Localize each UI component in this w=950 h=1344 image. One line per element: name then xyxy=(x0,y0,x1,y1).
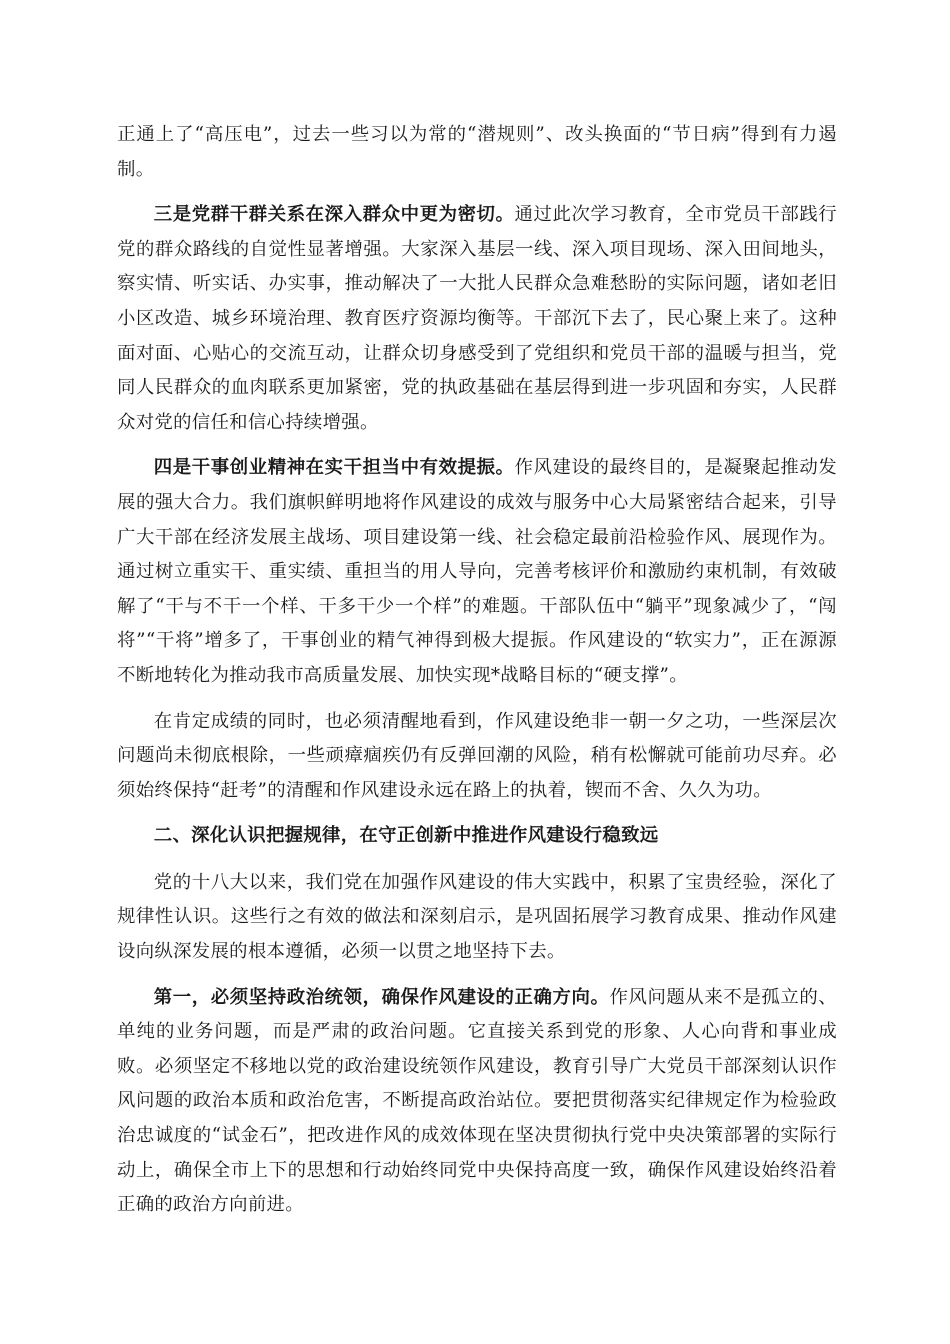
paragraph-continuation xyxy=(117,118,837,187)
paragraph-point-three xyxy=(117,198,837,440)
paragraph-first-point xyxy=(117,981,837,1223)
paragraph-lead: 第一，必须坚持政治统领，确保作风建设的正确方向。 xyxy=(153,986,610,1008)
paragraph-section-intro xyxy=(117,866,837,970)
paragraph-text: 通过此次学习教育，全市党员干部践行党的群众路线的自觉性显著增强。大家深入基层一线、深入项目现场、深入田间地头，察实情、听实话、办实事，推动解决了一大批人民群众急难愁盼的实际问题，诸如老旧小区改造、城乡环境治理、教育医疗资源均衡等。干部沉下去了，民心聚上来了。这种面对面、心贴心的交流互动，让群众切身感受到了党组织和党员干部的温暖与担当，党同人民群众的血肉联系更加紧密，党的执政基础在基层得到进一步巩固和夯实，人民群众对党的信任和信心持续增强。 xyxy=(117,204,837,433)
document-page xyxy=(117,118,837,1234)
paragraph-text: 党的十八大以来，我们党在加强作风建设的伟大实践中，积累了宝贵经验，深化了规律性认识。这些行之有效的做法和深刻启示，是巩固拓展学习教育成果、推动作风建设向纵深发展的根本遵循，必须一以贯之地坚持下去。 xyxy=(117,871,837,963)
paragraph-point-four xyxy=(117,451,837,693)
paragraph-summary xyxy=(117,705,837,809)
paragraph-text: 在肯定成绩的同时，也必须清醒地看到，作风建设绝非一朝一夕之功，一些深层次问题尚未彻底根除，一些顽瘴痼疾仍有反弹回潮的风险，稍有松懈就可能前功尽弃。必须始终保持“赶考”的清醒和作风建设永远在路上的执着，锲而不舍、久久为功。 xyxy=(117,710,837,801)
paragraph-text: 作风建设的最终目的，是凝聚起推动发展的强大合力。我们旗帜鲜明地将作风建设的成效与服务中心大局紧密结合起来，引导广大干部在经济发展主战场、项目建设第一线、社会稳定最前沿检验作风、展现作为。通过树立重实干、重实绩、重担当的用人导向，完善考核评价和激励约束机制，有效破解了“干与不干一个样、干多干少一个样”的难题。干部队伍中“躺平”现象减少了，“闯将”“干将”增多了，干事创业的精气神得到极大提振。作风建设的“软实力”，正在源源不断地转化为推动我市高质量发展、加快实现*战略目标的“硬支撑”。 xyxy=(117,457,837,686)
paragraph-text: 正通上了“高压电”，过去一些习以为常的“潜规则”、改头换面的“节日病”得到有力遏制。 xyxy=(117,124,837,180)
paragraph-text: 作风问题从来不是孤立的、单纯的业务问题，而是严肃的政治问题。它直接关系到党的形象、人心向背和事业成败。必须坚定不移地以党的政治建设统领作风建设，教育引导广大党员干部深刻认识作风问题的政治本质和政治危害，不断提高政治站位。要把贯彻落实纪律规定作为检验政治忠诚度的“试金石”，把改进作风的成效体现在坚决贯彻执行党中央决策部署的实际行动上，确保全市上下的思想和行动始终同党中央保持高度一致，确保作风建设始终沿着正确的政治方向前进。 xyxy=(117,986,838,1216)
paragraph-lead: 四是干事创业精神在实干担当中有效提振。 xyxy=(153,457,515,479)
paragraph-lead: 三是党群干群关系在深入群众中更为密切。 xyxy=(153,204,515,226)
section-heading: 二、深化认识把握规律，在守正创新中推进作风建设行稳致远 xyxy=(153,825,659,847)
